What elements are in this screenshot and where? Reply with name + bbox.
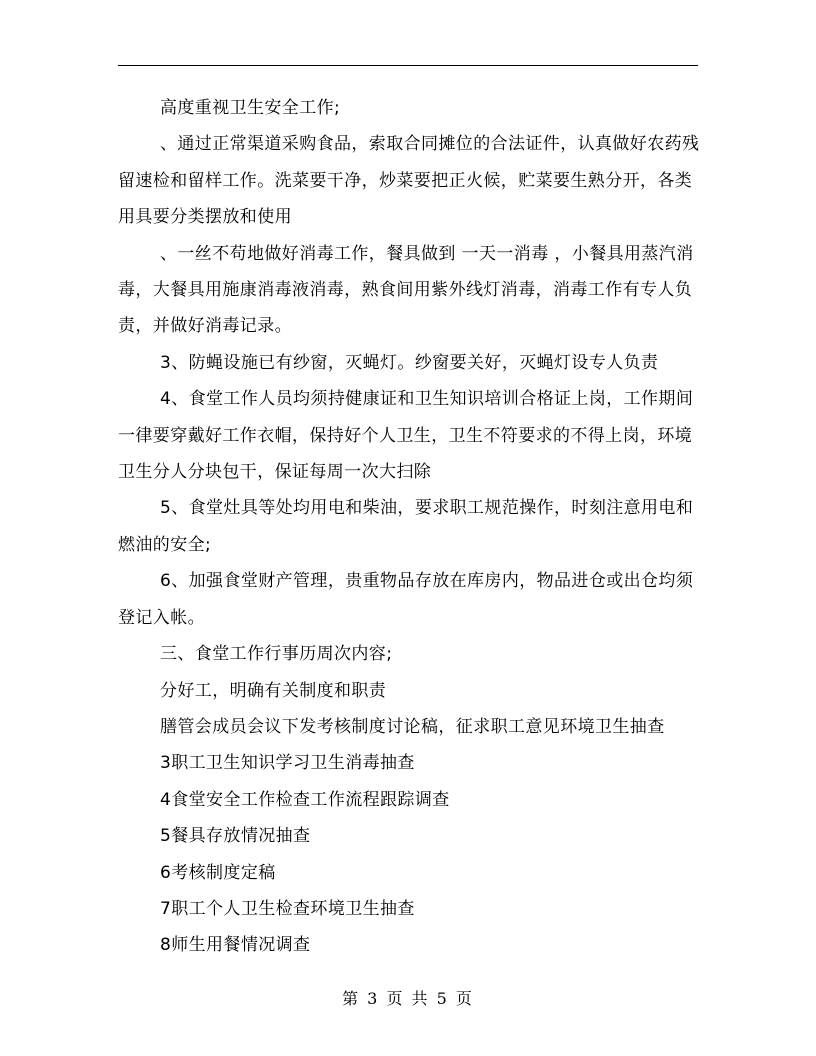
schedule-item: 4食堂安全工作检查工作流程跟踪调查: [160, 789, 450, 810]
paragraph-fly-prevention: 3、防蝇设施已有纱窗，灭蝇灯。纱窗要关好，灭蝇灯设专人负责: [160, 352, 659, 373]
schedule-item: 3职工卫生知识学习卫生消毒抽查: [160, 753, 415, 774]
schedule-item: 8师生用餐情况调查: [160, 935, 311, 956]
paragraph-property-management: 6、加强食堂财产管理，贵重物品存放在库房内，物品进仓或出仓均须登记入帐。: [118, 571, 694, 628]
body-text: [118, 90, 700, 964]
paragraph-staff-health: 4、食堂工作人员均须持健康证和卫生知识培训合格证上岗，工作期间一律要穿戴好工作衣帽，保持好个人卫生，卫生不符要求的不得上岗，环境卫生分人分块包干，保证每周一次大扫除: [118, 389, 694, 483]
header-rule: [118, 65, 698, 66]
schedule-item: 5餐具存放情况抽查: [160, 826, 311, 847]
schedule-item: 6考核制度定稿: [160, 862, 276, 883]
paragraph-hygiene-heading: 高度重视卫生安全工作;: [160, 98, 341, 118]
paragraph-disinfection: 、一丝不苟地做好消毒工作，餐具做到 一天一消毒 ，小餐具用蒸汽消毒，大餐具用施康消毒液消毒，熟食间用紫外线灯消毒，消毒工作有专人负责，并做好消毒记录。: [118, 243, 694, 337]
paragraph-food-purchasing: 、通过正常渠道采购食品，索取合同摊位的合法证件，认真做好农药残留速检和留样工作。洗菜要干净，炒菜要把正火候，贮菜要生熟分开，各类用具要分类摆放和使用: [118, 134, 700, 228]
schedule-item: 膳管会成员会议下发考核制度讨论稿，征求职工意见环境卫生抽查: [160, 716, 665, 737]
schedule-item: 分好工，明确有关制度和职责: [160, 680, 387, 701]
paragraph-schedule-heading: 三、食堂工作行事历周次内容;: [160, 644, 393, 665]
paragraph-stove-safety: 5、食堂灶具等处均用电和柴油，要求职工规范操作，时刻注意用电和燃油的安全;: [118, 498, 694, 555]
page-number-footer: 第 3 页 共 5 页: [342, 989, 474, 1008]
schedule-item: 7职工个人卫生检查环境卫生抽查: [160, 898, 415, 919]
